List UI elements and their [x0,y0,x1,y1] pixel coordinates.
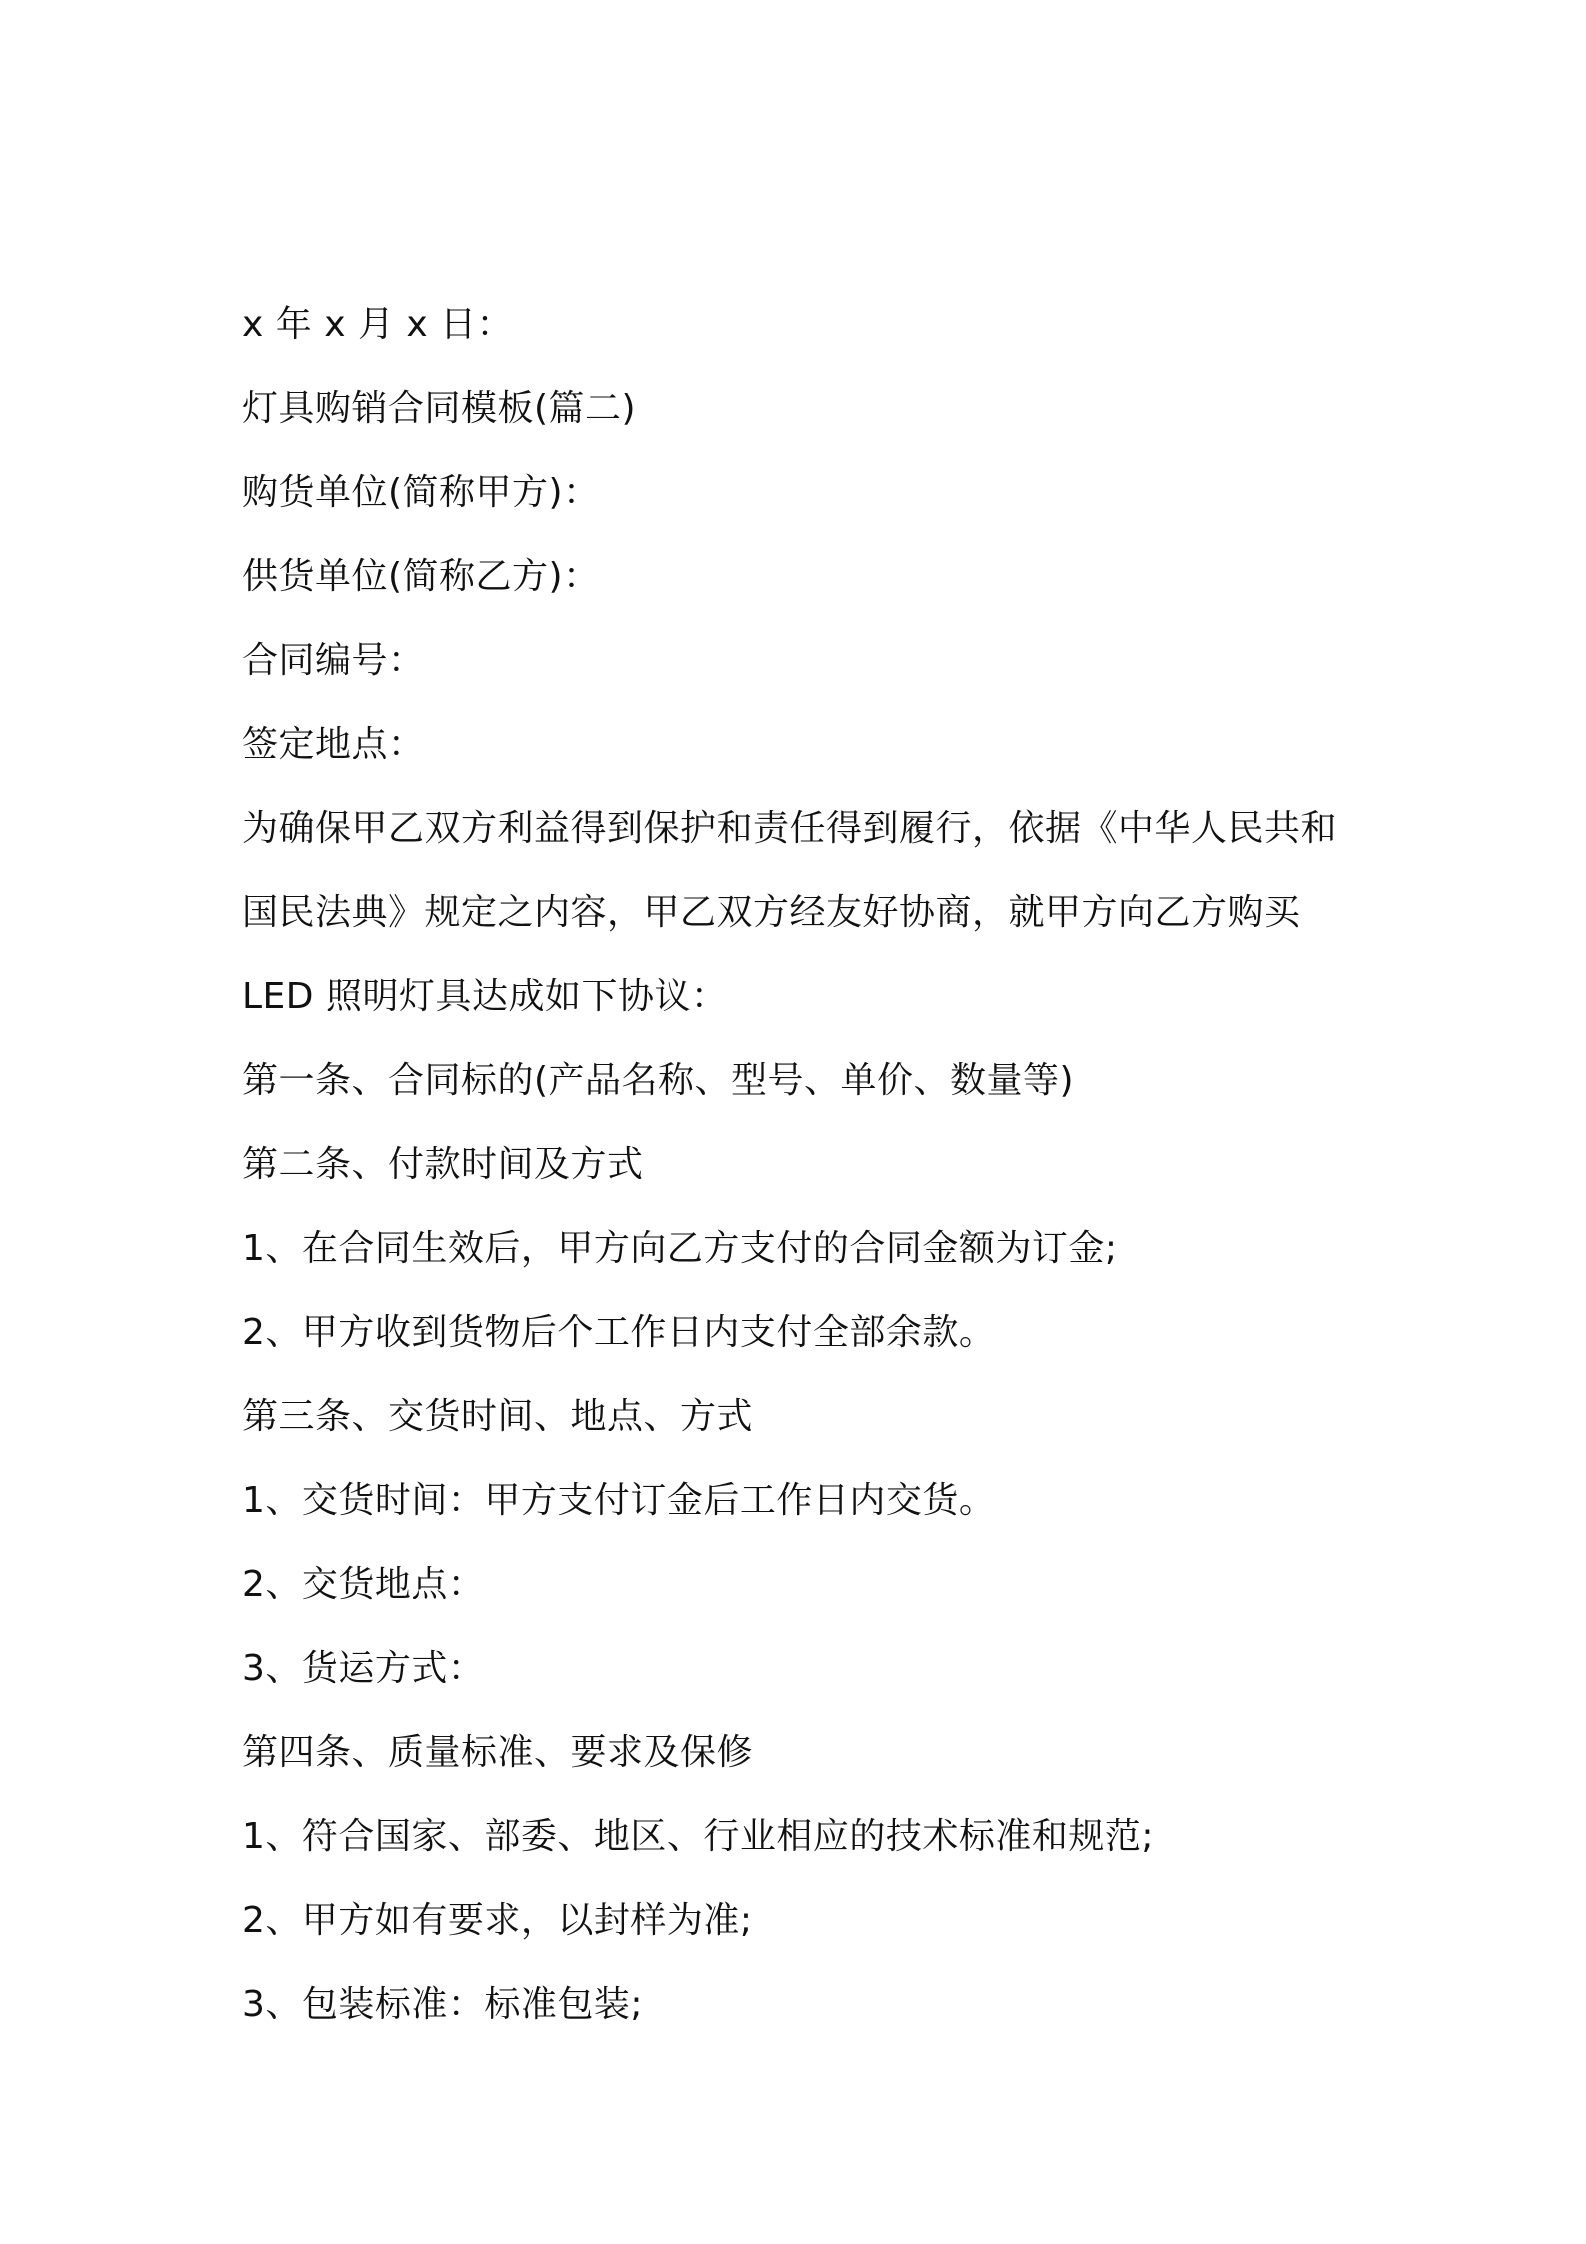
article-4-heading: 第四条、质量标准、要求及保修 [242,1732,754,1773]
preamble-line-1: 为确保甲乙双方利益得到保护和责任得到履行，依据《中华人民共和 [242,808,1338,849]
article-2-heading: 第二条、付款时间及方式 [242,1144,644,1185]
article-3-item-1: 1、交货时间：甲方支付订金后工作日内交货。 [242,1480,996,1521]
article-2-item-1: 1、在合同生效后，甲方向乙方支付的合同金额为订金; [242,1228,1118,1269]
article-2-item-2: 2、甲方收到货物后个工作日内支付全部余款。 [242,1312,996,1353]
contract-number-line: 合同编号： [242,640,425,681]
date-line: x 年 x 月 x 日： [242,304,514,345]
article-4-item-2: 2、甲方如有要求，以封样为准; [242,1900,753,1941]
signing-place-line: 签定地点： [242,724,425,765]
article-4-item-1: 1、符合国家、部委、地区、行业相应的技术标准和规范; [242,1816,1155,1857]
preamble-line-2: 国民法典》规定之内容，甲乙双方经友好协商，就甲方向乙方购买 [242,892,1301,933]
article-3-item-2: 2、交货地点： [242,1564,485,1605]
preamble-line-3: LED 照明灯具达成如下协议： [242,976,728,1017]
buyer-line: 购货单位(简称甲方)： [242,472,600,513]
document-body [242,283,1362,2047]
article-3-heading: 第三条、交货时间、地点、方式 [242,1396,754,1437]
supplier-line: 供货单位(简称乙方)： [242,556,600,597]
article-4-item-3: 3、包装标准：标准包装; [242,1984,644,2025]
article-3-item-3: 3、货运方式： [242,1648,485,1689]
document-title: 灯具购销合同模板(篇二) [242,388,637,429]
article-1-heading: 第一条、合同标的(产品名称、型号、单价、数量等) [242,1060,1075,1101]
